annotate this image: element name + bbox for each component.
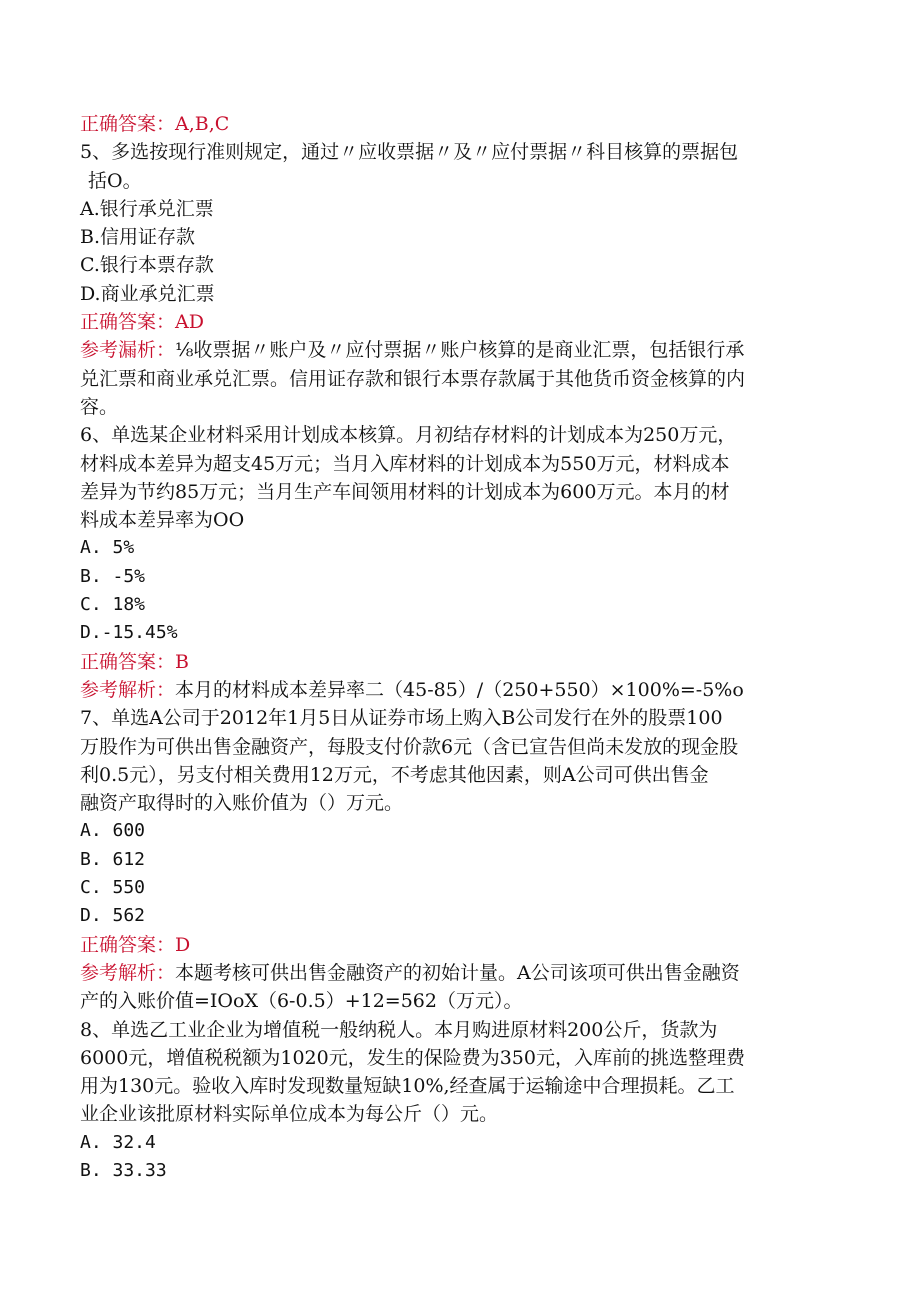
answer-label: 正确答案： (80, 113, 176, 135)
q8-stem-line: 业企业该批原材料实际单位成本为每公斤（）元。 (80, 1103, 499, 1126)
answer-value: D (175, 933, 191, 956)
q7-analysis (80, 959, 840, 987)
q5-stem-line: 括O。 (88, 169, 142, 192)
q5-analysis (80, 336, 840, 364)
q7-answer (80, 931, 840, 959)
analysis-text: 本题考核可供出售金融资产的初始计量。A公司该项可供出售金融资 (175, 961, 740, 984)
q5-option: C.银行本票存款 (80, 254, 214, 277)
q7-option: B. 612 (80, 848, 146, 870)
q6-stem-line: 料成本差异率为OO (80, 509, 245, 532)
q6-stem-line: 差异为节约85万元；当月生产车间领用材料的计划成本为600万元。本月的材 (80, 480, 730, 503)
answer-label: 正确答案： (80, 311, 176, 334)
q6-answer (80, 648, 840, 676)
answer-label: 正确答案： (80, 650, 176, 673)
q5-option: B.信用证存款 (80, 226, 196, 249)
q6-option: D.-15.45% (80, 622, 178, 644)
answer-value: B (175, 650, 189, 673)
q5-stem-line: 5、多选按现行准则规定，通过〃应收票据〃及〃应付票据〃科目核算的票据包 (80, 141, 739, 164)
q5-option: A.银行承兑汇票 (80, 197, 214, 220)
q6-stem-line: 材料成本差异为超支45万元；当月入库材料的计划成本为550万元，材料成本 (80, 452, 730, 475)
answer-value: A,B,C (175, 113, 230, 135)
analysis-label: 参考解析： (80, 678, 176, 701)
q7-analysis-line: 产的入账价值=IOoX（6-0.5）+12=562（万元）。 (80, 990, 523, 1013)
q7-stem-line: 万股作为可供出售金融资产，每股支付价款6元（含已宣告但尚未发放的现金股 (80, 735, 739, 758)
q7-option: C. 550 (80, 877, 146, 899)
q6-option: C. 18% (80, 594, 146, 616)
q7-stem-line: 融资产取得时的入账价值为（）万元。 (80, 792, 404, 815)
q7-option: A. 600 (80, 820, 146, 842)
q8-stem-line: 8、单选乙工业企业为增值税一般纳税人。本月购进原材料200公斤，货款为 (80, 1018, 718, 1041)
q8-option: A. 32.4 (80, 1131, 156, 1153)
q8-stem-line: 6000元，增值税税额为1020元，发生的保险费为350元，入库前的挑选整理费 (80, 1046, 745, 1069)
q4-answer (80, 110, 840, 138)
q7-option: D. 562 (80, 905, 146, 927)
answer-label: 正确答案： (80, 933, 176, 956)
document-page (80, 110, 840, 1185)
q6-analysis (80, 676, 840, 704)
q5-answer (80, 308, 840, 336)
q5-analysis-line: 容。 (80, 395, 119, 418)
q7-stem-line: 7、单选A公司于2012年1月5日从证券市场上购入B公司发行在外的股票100 (80, 707, 723, 730)
q8-option: B. 33.33 (80, 1159, 167, 1181)
analysis-label: 参考解析： (80, 961, 176, 984)
q5-option: D.商业承兑汇票 (80, 282, 215, 305)
answer-value: AD (175, 311, 204, 334)
q5-analysis-line: 兑汇票和商业承兑汇票。信用证存款和银行本票存款属于其他货币资金核算的内 (80, 367, 746, 390)
analysis-text: ⅛收票据〃账户及〃应付票据〃账户核算的是商业汇票，包括银行承 (175, 339, 745, 362)
q6-option: B. -5% (80, 565, 146, 587)
q6-stem-line: 6、单选某企业材料采用计划成本核算。月初结存材料的计划成本为250万元， (80, 424, 737, 447)
analysis-text: 本月的材料成本差异率二（45-85）/（250+550）×100%=-5%o (175, 678, 744, 701)
analysis-label: 参考漏析： (80, 339, 176, 362)
q6-option: A. 5% (80, 537, 135, 559)
q8-stem-line: 用为130元。验收入库时发现数量短缺10%,经查属于运输途中合理损耗。乙工 (80, 1075, 735, 1098)
q7-stem-line: 利0.5元），另支付相关费用12万元，不考虑其他因素，则A公司可供出售金 (80, 763, 709, 786)
